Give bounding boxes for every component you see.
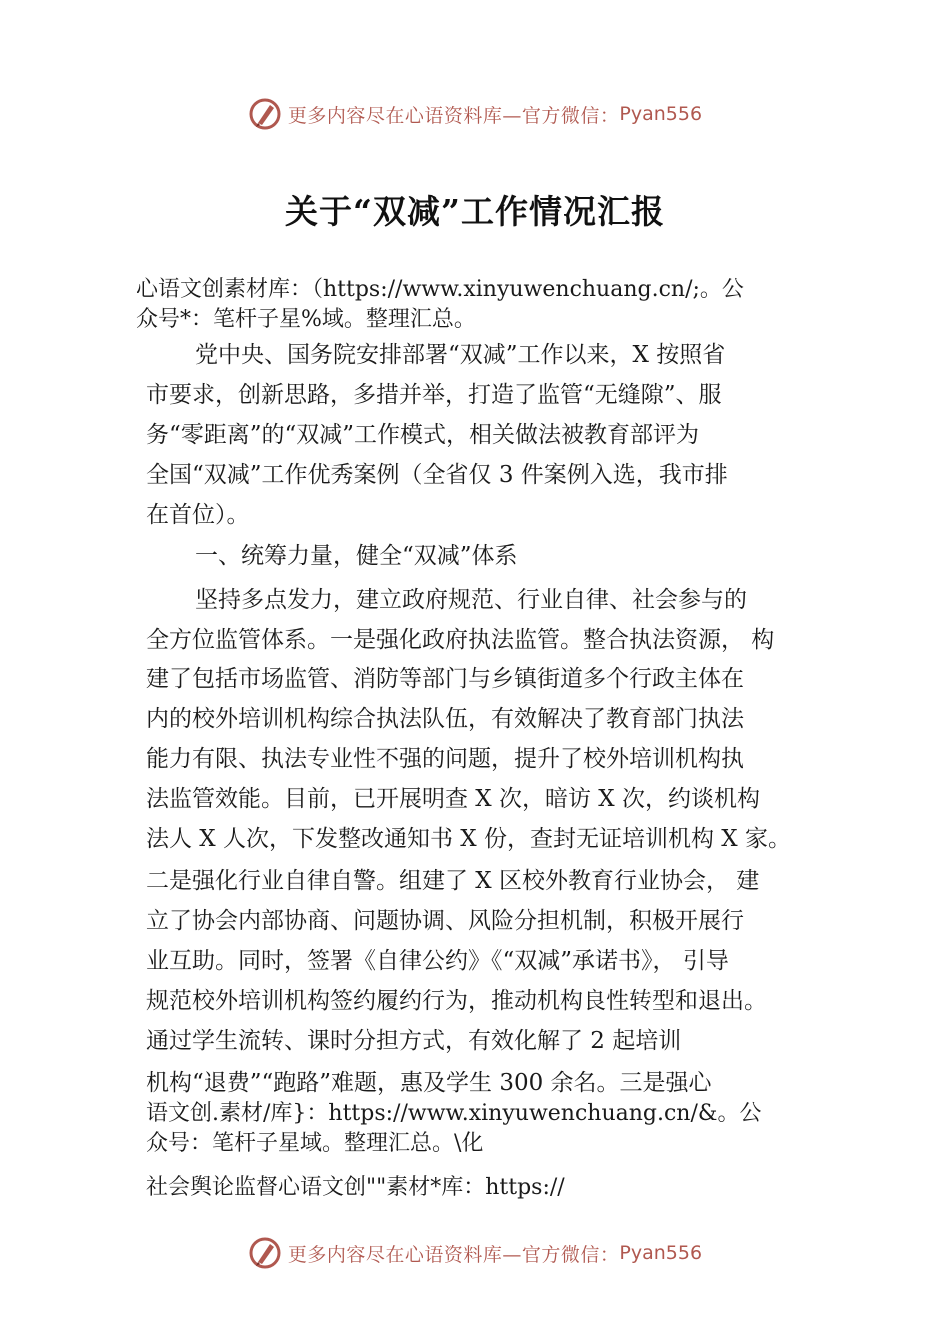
paragraph-line: 党中央、国务院安排部署“双减”工作以来，X 按照省 (195, 342, 726, 368)
paragraph-line: 通过学生流转、课时分担方式，有效化解了 2 起培训 (146, 1028, 682, 1054)
banner-wechat-id: Pyan556 (619, 1242, 703, 1264)
pen-logo-icon (248, 1236, 282, 1270)
paragraph-line: 法监管效能。目前，已开展明查 X 次，暗访 X 次，约谈机构 (146, 786, 760, 812)
source-note-line: 众号：笔杆子星域。整理汇总。\化 (146, 1131, 484, 1156)
footer-watermark-banner (0, 1233, 950, 1273)
source-note-line: 社会舆论监督心语文创""素材*库：https:// (146, 1175, 565, 1200)
section-heading: 一、统筹力量，健全“双减”体系 (195, 543, 518, 569)
paragraph-line: 建了包括市场监管、消防等部门与乡镇街道多个行政主体在 (146, 666, 744, 692)
paragraph-line: 业互助。同时，签署《自律公约》《“双减”承诺书》， 引导 (146, 948, 729, 974)
paragraph-line: 务“零距离”的“双减”工作模式，相关做法被教育部评为 (146, 422, 700, 448)
paragraph-line: 法人 X 人次，下发整改通知书 X 份，查封无证培训机构 X 家。 (146, 826, 791, 852)
paragraph-line: 全方位监管体系。一是强化政府执法监管。整合执法资源， 构 (146, 627, 775, 653)
paragraph-line: 立了协会内部协商、问题协调、风险分担机制，积极开展行 (146, 908, 744, 934)
banner-text: 更多内容尽在心语资料库—官方微信： (287, 104, 620, 127)
source-note-line: 众号*：笔杆子星%域。整理汇总。 (136, 307, 476, 332)
document-title: 关于“双减”工作情况汇报 (285, 192, 665, 231)
paragraph-line: 二是强化行业自律自警。组建了 X 区校外教育行业协会， 建 (146, 868, 760, 894)
paragraph-line: 内的校外培训机构综合执法队伍，有效解决了教育部门执法 (146, 706, 744, 732)
source-note-line: 语文创.素材/库}：https://www.xinyuwenchuang.cn/&。公 (146, 1101, 762, 1126)
source-note-line: 心语文创素材库：（https://www.xinyuwenchuang.cn/;。公 (136, 277, 744, 302)
paragraph-line: 坚持多点发力，建立政府规范、行业自律、社会参与的 (195, 587, 747, 613)
paragraph-line: 市要求，创新思路，多措并举，打造了监管“无缝隙”、服 (146, 382, 722, 408)
banner-wechat-id: Pyan556 (619, 103, 703, 125)
header-watermark-banner (0, 94, 950, 134)
paragraph-line: 在首位）。 (146, 502, 250, 528)
paragraph-line: 机构“退费”“跑路”难题，惠及学生 300 余名。三是强心 (146, 1070, 712, 1096)
banner-text: 更多内容尽在心语资料库—官方微信： (287, 1243, 620, 1266)
paragraph-line: 全国“双减”工作优秀案例（全省仅 3 件案例入选，我市排 (146, 462, 728, 488)
paragraph-line: 规范校外培训机构签约履约行为，推动机构良性转型和退出。 (146, 988, 767, 1014)
pen-logo-icon (248, 97, 282, 131)
paragraph-line: 能力有限、执法专业性不强的问题，提升了校外培训机构执 (146, 746, 744, 772)
